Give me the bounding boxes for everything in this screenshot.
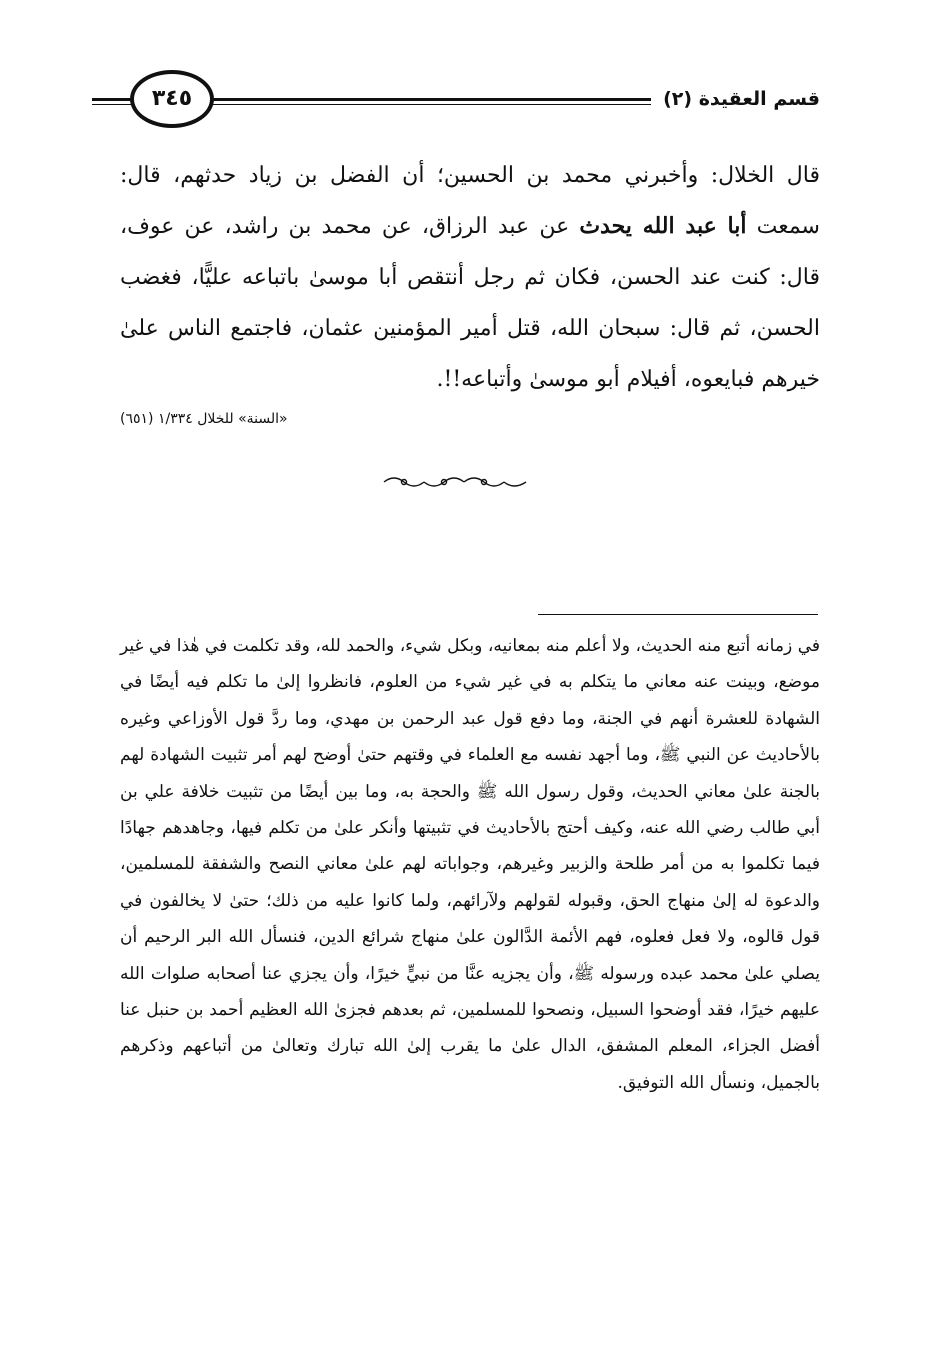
section-title: قسم العقيدة (٢) [651, 84, 820, 114]
source-citation: «السنة» للخلال ١/٣٣٤ (٦٥١) [120, 411, 288, 427]
footnote-paragraph: في زمانه أتبع منه الحديث، ولا أعلم منه بمعانيه، وبكل شيء، والحمد لله، وقد تكلمت في هٰذا في غير موضع، وبينت عنه معاني ما يتكلم به في غير شيء من العلوم، فانظروا إلىٰ ما تكلم فيه أيضًا في الشهادة للعشرة أنهم في الجنة، وما دفع قول عبد الرحمن بن مهدي، وما ردَّ قول الأوزاعي وغيره بالأحاديث عن النبي ﷺ، وما أجهد نفسه مع العلماء في وقتهم حتىٰ أوضح لهم أمر تثبيت الشهادة لهم بالجنة علىٰ معاني الحديث، وقول رسول الله ﷺ والحجة به، وما بين أيضًا من تثبيت خلافة علي بن أبي طالب رضي الله عنه، وكيف أحتج بالأحاديث في تثبيتها وأنكر علىٰ من تكلم فيها، وجاهدهم جهادًا فيما تكلموا به من أمر طلحة والزبير وغيرهم، وجواباته لهم علىٰ معاني النصح والشفقة للمسلمين، والدعوة له إلىٰ منهاج الحق، وقبوله لقولهم ولآرائهم، ولما كانوا عليه من ذلك؛ حتىٰ لا يخالفون في قول قالوه، ولا فعل فعلوه، فهم الأئمة الدَّالون علىٰ منهاج شرائع الدين، فنسأل الله البر الرحيم أن يصلي علىٰ محمد عبده ورسوله ﷺ، وأن يجزيه عنَّا من نبيٍّ خيرًا، وأن يجزي عنا أصحابه صلوات الله عليهم خيرًا، فقد أوضحوا السبيل، ونصحوا للمسلمين، ثم بعدهم فجزىٰ الله العظيم أحمد بن حنبل عنا أفضل الجزاء، المعلم المشفق، الدال علىٰ ما يقرب إلىٰ الله تبارك وتعالىٰ من أتباعهم وذكرهم بالجميل، ونسأل الله التوفيق. [120, 636, 820, 1093]
footnote-separator [538, 614, 818, 615]
footnote-text [120, 628, 820, 1101]
page-header [92, 70, 820, 132]
decorative-divider-icon [380, 472, 530, 492]
main-text-rest: عن عبد الرزاق، عن محمد بن راشد، عن عوف، قال: كنت عند الحسن، فكان ثم رجل أنتقص أبا موسىٰ باتباعه عليًّا، فغضب الحسن، ثم قال: سبحان الله، قتل أمير المؤمنين عثمان، فاجتمع الناس علىٰ خيرهم فبايعوه، أفيلام أبو موسىٰ وأتباعه!!. [120, 214, 820, 392]
page-number: ٣٤٥ [130, 70, 214, 128]
main-paragraph [120, 150, 820, 405]
main-text-start: قال الخلال: وأخبرني محمد بن الحسين؛ أن الفضل بن زياد حدثهم، قال: سمعت [120, 163, 820, 239]
main-text [120, 150, 820, 405]
main-text-emphasis: أبا عبد الله يحدث [579, 213, 747, 239]
